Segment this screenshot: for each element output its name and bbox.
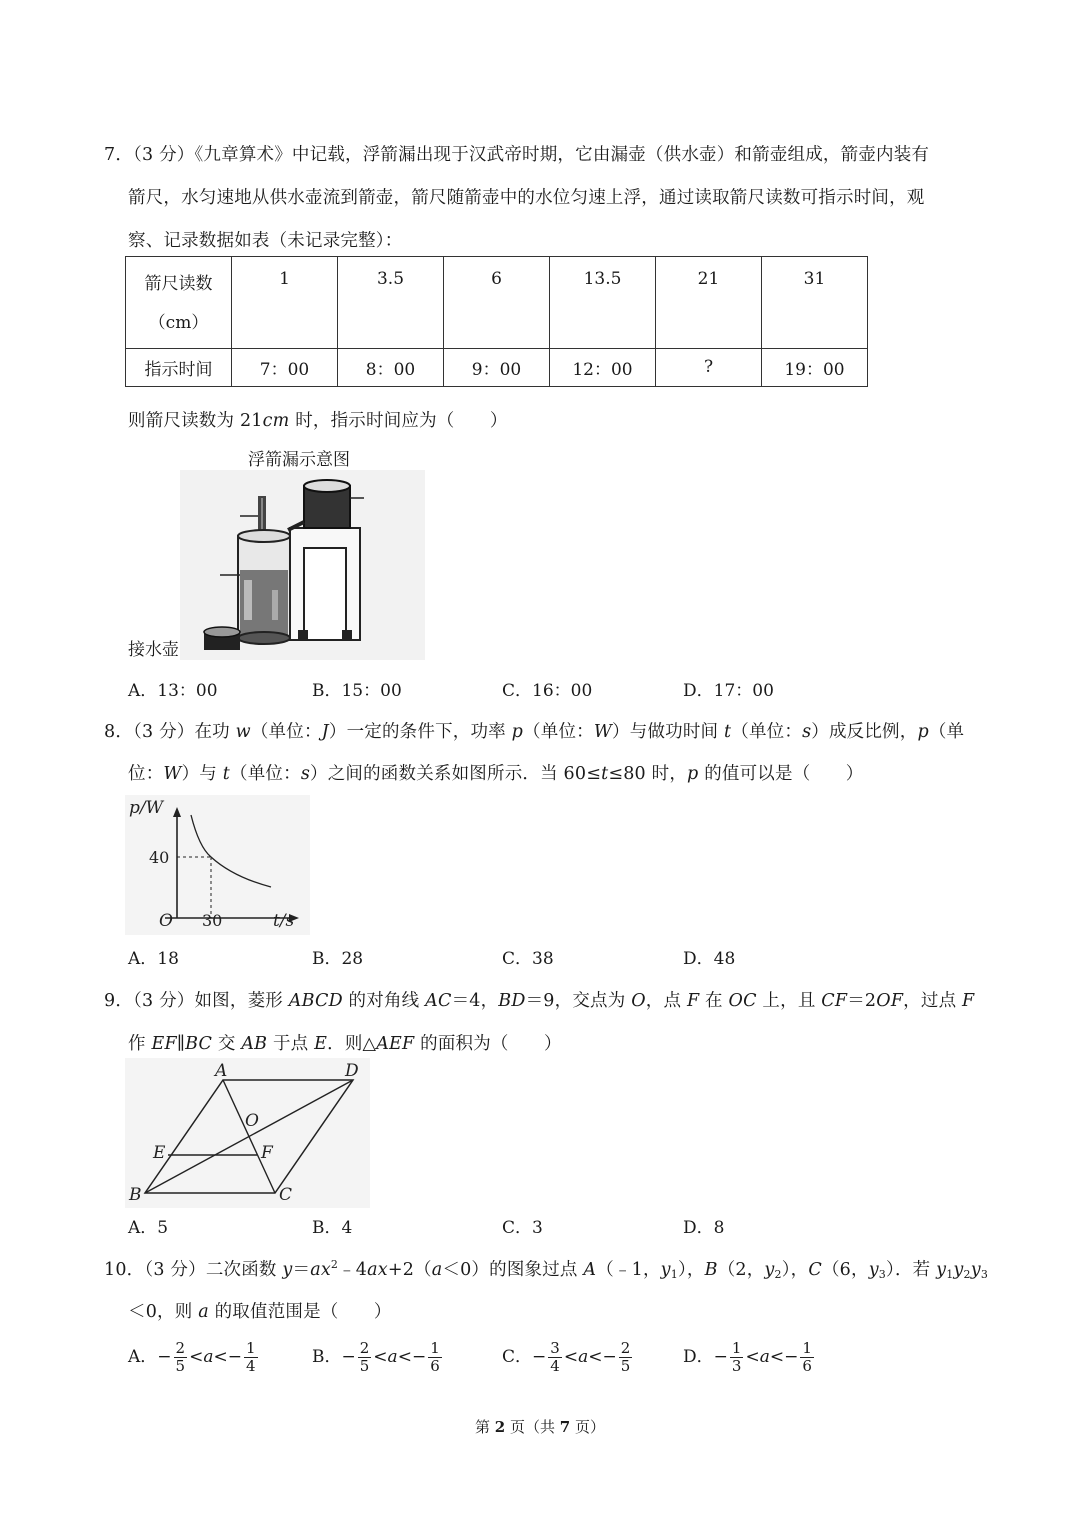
option-label: D．: [683, 1347, 714, 1367]
point-f: F: [261, 1143, 273, 1163]
table-header-reading-text: 箭尺读数: [144, 274, 213, 294]
q10-option-a: [128, 1340, 260, 1375]
q10-text: （6，: [821, 1260, 869, 1280]
q8-option-b: B．28: [312, 949, 364, 969]
q10-sub: 2: [774, 1268, 782, 1281]
q10-text: ＜0）的图象过点: [442, 1260, 584, 1280]
option-label: A．: [128, 1347, 158, 1367]
q7-data-table: [125, 256, 868, 387]
less-than: <: [769, 1347, 785, 1367]
fraction-num: 2: [175, 1339, 186, 1357]
q7-question-text: 则箭尺读数为 21: [128, 411, 263, 431]
q10-text: ＜0，则: [128, 1302, 199, 1322]
graph-y-label: p/W: [129, 798, 164, 818]
q7-option-a: A．13：00: [128, 681, 218, 701]
q9-var: AEF: [376, 1034, 415, 1054]
q10-text: ）．若: [886, 1260, 937, 1280]
less-than: <: [563, 1347, 579, 1367]
q8-text: 8．（3 分）在功: [104, 722, 236, 742]
q10-option-c: [502, 1340, 634, 1375]
q10-sub: 3: [878, 1268, 886, 1281]
q10-var: ax: [310, 1260, 331, 1280]
fraction-den: 4: [550, 1357, 560, 1375]
q8-text: 位：: [128, 764, 164, 784]
less-than: <: [213, 1347, 228, 1367]
fraction: [428, 1340, 442, 1375]
q10-var: y: [764, 1260, 775, 1280]
graph-x-label: t/s: [273, 911, 295, 931]
q10-text: 的取值范围是（ ）: [208, 1302, 392, 1322]
footer-text: 页）: [570, 1418, 605, 1436]
q10-var: a: [578, 1347, 589, 1367]
q8-var: W: [163, 764, 182, 784]
minus-sign: −: [602, 1347, 617, 1367]
footer-text: 第: [475, 1418, 495, 1436]
table-cell-reading: 1: [232, 257, 338, 349]
water-clock-illustration: [180, 470, 425, 660]
q8-text: （单位：: [230, 764, 301, 784]
fraction: [548, 1340, 562, 1375]
q10-text: ），: [781, 1260, 809, 1280]
less-than: <: [397, 1347, 412, 1367]
point-o: O: [245, 1111, 259, 1131]
q8-var: p: [687, 764, 699, 784]
q9-text: ＝2: [847, 991, 877, 1011]
q9-var: BD: [498, 991, 526, 1011]
q10-var: y: [936, 1260, 947, 1280]
q10-text: ），: [677, 1260, 705, 1280]
table-cell-reading: 21: [656, 257, 762, 349]
q9-text: ，过点: [903, 991, 963, 1011]
q8-line1: [104, 718, 964, 743]
fraction-num: 1: [430, 1339, 440, 1357]
minus-sign: −: [532, 1347, 547, 1367]
q8-var: t: [724, 722, 732, 742]
q8-graph: [125, 795, 310, 935]
less-than: <: [745, 1347, 760, 1367]
q8-line2: [128, 760, 864, 785]
q9-rhombus-figure: [125, 1058, 370, 1208]
fraction-num: 1: [802, 1339, 812, 1357]
q10-var: a: [203, 1347, 214, 1367]
minus-sign: −: [713, 1347, 728, 1367]
q7-line2: 箭尺，水匀速地从供水壶流到箭壶，箭尺随箭壶中的水位匀速上浮，通过读取箭尺读数可指示时间，观: [128, 188, 925, 208]
q8-var: W: [593, 722, 613, 742]
footer-total-pages: 7: [559, 1418, 571, 1436]
q9-text: 交: [212, 1034, 242, 1054]
q9-text: 在: [699, 991, 729, 1011]
table-cell-reading: 6: [444, 257, 550, 349]
minus-sign: −: [784, 1347, 799, 1367]
q10-sub: 3: [980, 1268, 989, 1281]
q9-option-a: A．5: [128, 1218, 169, 1238]
q7-line3: 察、记录数据如表（未记录完整）：: [128, 231, 403, 251]
table-cell-time: 8：00: [338, 349, 444, 387]
q8-text: ）与做功时间: [612, 722, 725, 742]
q8-text: （单位：: [523, 722, 594, 742]
q9-line2: [128, 1030, 562, 1055]
q8-text: （单: [928, 722, 965, 742]
q9-var: CF: [821, 991, 848, 1011]
fraction-num: 1: [731, 1339, 742, 1357]
vertex-a: A: [215, 1061, 228, 1081]
q9-var: OF: [876, 991, 904, 1011]
q8-text: ）之间的函数关系如图所示．当 60≤: [310, 764, 602, 784]
q7-question: [128, 407, 508, 432]
q10-text: ＝: [292, 1260, 311, 1280]
q10-option-d: [683, 1340, 816, 1375]
q8-option-d: D．48: [683, 949, 736, 969]
q10-text: ﹣4: [338, 1260, 368, 1280]
q10-var: y: [660, 1260, 671, 1280]
q7-option-d: D．17：00: [683, 681, 774, 701]
q10-var: y: [953, 1260, 964, 1280]
q8-var: s: [802, 722, 812, 742]
q9-var: F: [686, 991, 700, 1011]
q9-var: EF: [151, 1034, 177, 1054]
option-label: C．: [502, 1347, 533, 1367]
q10-var: B: [704, 1260, 718, 1280]
fraction-den: 4: [245, 1357, 256, 1375]
q10-var: A: [583, 1260, 597, 1280]
fraction: [244, 1340, 258, 1375]
q10-var: y: [282, 1260, 293, 1280]
q8-var: J: [321, 722, 329, 742]
minus-sign: −: [157, 1347, 172, 1367]
q10-text: （2，: [717, 1260, 765, 1280]
footer-text: 页（共: [505, 1418, 560, 1436]
q8-var: s: [300, 764, 310, 784]
q10-text: +2（: [387, 1260, 432, 1280]
q9-var: AB: [241, 1034, 268, 1054]
q9-var: O: [631, 991, 646, 1011]
q10-var: y: [868, 1260, 879, 1280]
fraction-den: 6: [802, 1357, 812, 1375]
q10-sup: 2: [330, 1258, 339, 1271]
q8-text: ≤80 时，: [608, 764, 688, 784]
fraction-den: 6: [430, 1357, 440, 1375]
q10-line1: [104, 1256, 988, 1281]
table-cell-time: 9：00: [444, 349, 550, 387]
fraction-den: 3: [731, 1357, 742, 1375]
q9-option-d: D．8: [683, 1218, 725, 1238]
q8-var: t: [222, 764, 230, 784]
table-cell-reading: 3.5: [338, 257, 444, 349]
table-cell-time: ?: [656, 349, 762, 387]
q9-text: ＝4，: [451, 991, 499, 1011]
q9-option-c: C．3: [502, 1218, 543, 1238]
q7-line1: 7．（3 分）《九章算术》中记载，浮箭漏出现于汉武帝时期，它由漏壶（供水壶）和箭壶组成，箭壶内装有: [104, 145, 930, 165]
page-footer: [0, 1416, 1080, 1437]
graph-x-tick: 30: [202, 911, 223, 930]
q9-text: ．则△: [327, 1034, 377, 1054]
q10-line2: [128, 1298, 392, 1323]
q9-text: ＝9，交点为: [525, 991, 632, 1011]
q7-question-text-end: 时，指示时间应为（ ）: [289, 411, 508, 431]
fraction: [174, 1340, 188, 1375]
fraction-num: 2: [359, 1339, 370, 1357]
footer-page-number: 2: [494, 1418, 506, 1436]
fraction: [800, 1340, 814, 1375]
q10-var: C: [808, 1260, 822, 1280]
q10-option-b: [312, 1340, 444, 1375]
q8-var: p: [511, 722, 524, 742]
fraction-den: 5: [359, 1357, 370, 1375]
fraction-num: 2: [620, 1339, 631, 1357]
fraction-den: 5: [175, 1357, 186, 1375]
q8-option-a: A．18: [128, 949, 179, 969]
q9-var: F: [962, 991, 975, 1011]
table-header-reading: [126, 257, 232, 349]
q7-question-unit: cm: [262, 411, 290, 431]
table-header-reading-unit: （cm）: [148, 313, 209, 333]
q8-var: w: [235, 722, 251, 742]
q8-var: t: [601, 764, 609, 784]
graph-origin: O: [159, 911, 173, 931]
q10-var: a: [387, 1347, 398, 1367]
minus-sign: −: [411, 1347, 427, 1367]
fraction-num: 3: [550, 1339, 560, 1357]
q8-var: p: [917, 722, 929, 742]
vertex-c: C: [279, 1185, 293, 1205]
q8-option-c: C．38: [502, 949, 554, 969]
option-label: B．: [312, 1347, 342, 1367]
fraction-num: 1: [245, 1339, 256, 1357]
q10-var: a: [198, 1302, 209, 1322]
q7-option-b: B．15：00: [312, 681, 402, 701]
q8-text: ）与: [181, 764, 223, 784]
q10-text: 10．（3 分）二次函数: [104, 1260, 283, 1280]
minus-sign: −: [341, 1347, 356, 1367]
q9-text: 上，且: [756, 991, 822, 1011]
minus-sign: −: [227, 1347, 242, 1367]
table-cell-time: 19：00: [762, 349, 868, 387]
q7-figure-title: 浮箭漏示意图: [248, 450, 350, 470]
q7-option-c: C．16：00: [502, 681, 593, 701]
less-than: <: [189, 1347, 204, 1367]
table-header-time: 指示时间: [126, 349, 232, 387]
less-than: <: [588, 1347, 603, 1367]
q8-text: （单位：: [250, 722, 322, 742]
q9-var: AC: [425, 991, 452, 1011]
q9-text: 的对角线: [342, 991, 426, 1011]
vertex-d: D: [345, 1061, 359, 1081]
q10-var: a: [759, 1347, 770, 1367]
q8-text: ）成反比例，: [811, 722, 918, 742]
q9-var: OC: [728, 991, 757, 1011]
fraction: [358, 1340, 372, 1375]
table-cell-time: 7：00: [232, 349, 338, 387]
q9-text: 作: [128, 1034, 152, 1054]
q9-line1: [104, 987, 974, 1012]
less-than: <: [373, 1347, 388, 1367]
q10-var: ax: [367, 1260, 388, 1280]
q8-text: （单位：: [731, 722, 803, 742]
q9-text: 于点: [267, 1034, 315, 1054]
q10-var: y: [970, 1260, 981, 1280]
q10-var: a: [431, 1260, 443, 1280]
q9-var: E: [314, 1034, 328, 1054]
q9-var: ABCD: [288, 991, 343, 1011]
q9-text: ∥: [176, 1034, 186, 1054]
q9-option-b: B．4: [312, 1218, 353, 1238]
q8-text: 的值可以是（ ）: [698, 764, 864, 784]
graph-y-tick: 40: [149, 848, 170, 867]
q7-label-receive: 接水壶: [128, 640, 179, 660]
q9-text: 的面积为（ ）: [414, 1034, 562, 1054]
table-cell-reading: 13.5: [550, 257, 656, 349]
vertex-b: B: [129, 1185, 142, 1205]
q8-text: ）一定的条件下，功率: [328, 722, 512, 742]
fraction-den: 5: [620, 1357, 631, 1375]
q9-text: 9．（3 分）如图，菱形: [104, 991, 289, 1011]
q10-sub: 2: [963, 1268, 971, 1281]
q10-text: （﹣1，: [596, 1260, 661, 1280]
table-cell-time: 12：00: [550, 349, 656, 387]
q10-sub: 1: [946, 1268, 954, 1281]
fraction: [619, 1340, 633, 1375]
table-cell-reading: 31: [762, 257, 868, 349]
q10-sub: 1: [670, 1268, 678, 1281]
q9-var: BC: [185, 1034, 213, 1054]
fraction: [730, 1340, 744, 1375]
point-e: E: [153, 1143, 166, 1163]
q9-text: ，点: [645, 991, 687, 1011]
